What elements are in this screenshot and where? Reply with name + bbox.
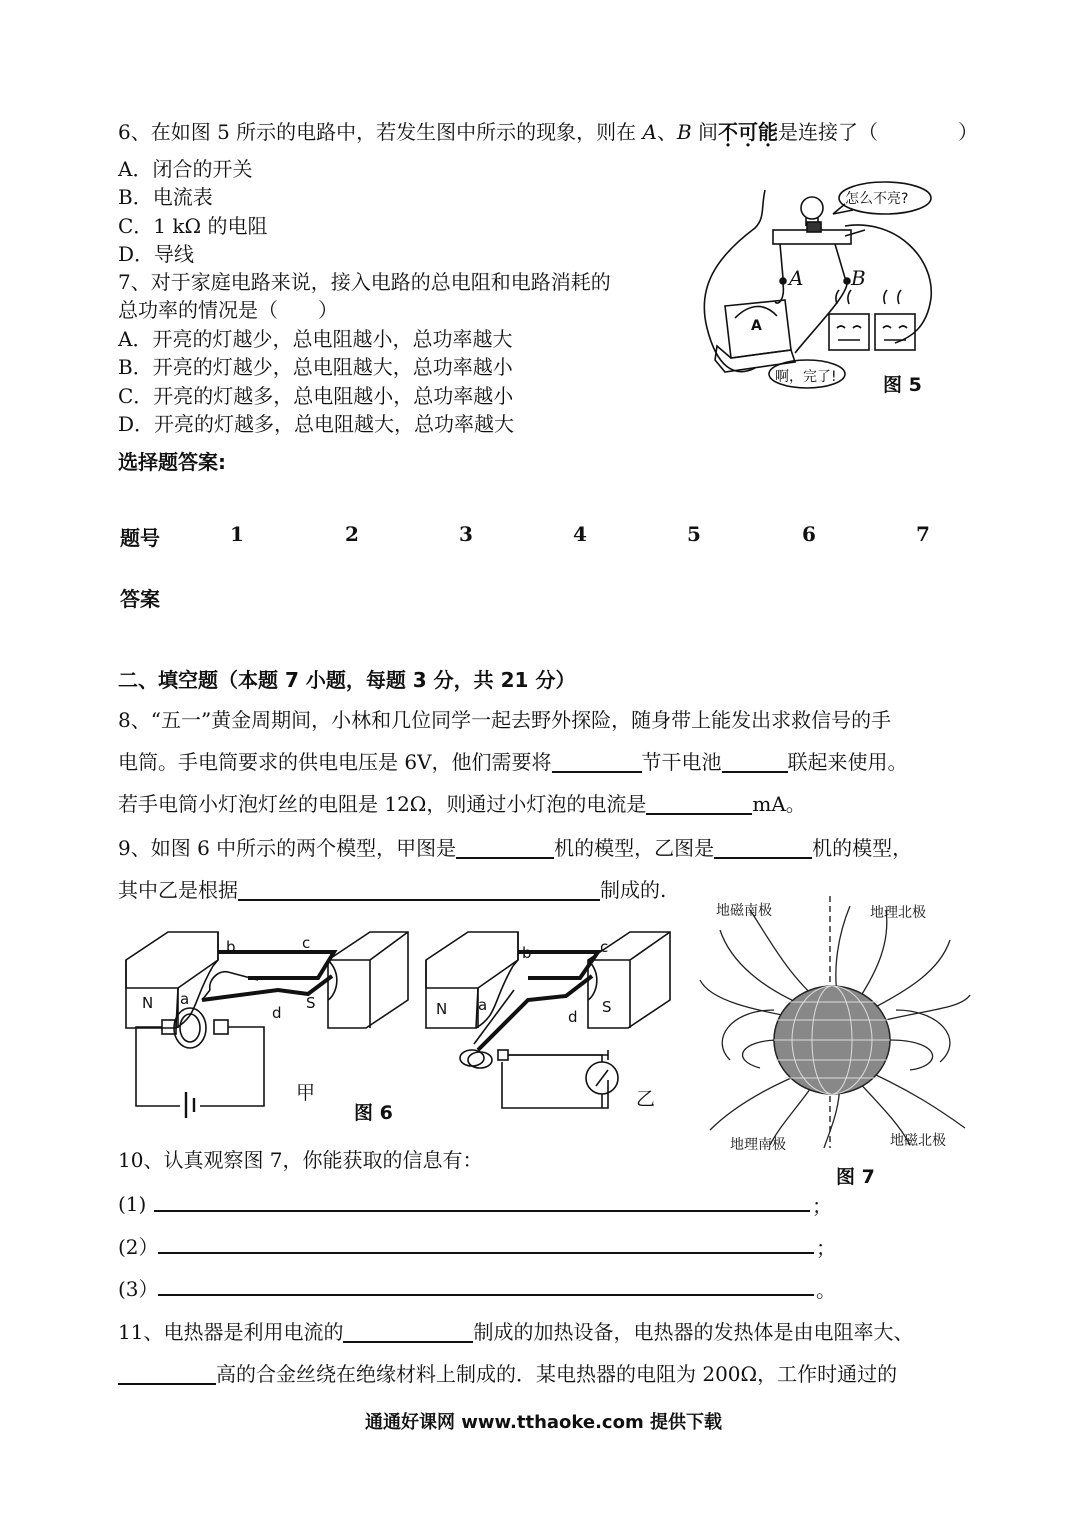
q11-line2: 高的合金丝绕在绝缘材料上制成的．某电热器的电阻为 200Ω，工作时通过的 bbox=[118, 1360, 897, 1388]
fig5-bubble-top: 怎么不亮? bbox=[845, 191, 909, 207]
q7-option-d: D．开亮的灯越多，总电阻越大，总功率越大 bbox=[118, 412, 515, 436]
fig6-jia-label: 甲 bbox=[296, 1082, 316, 1104]
q10-item-1-label: (1) bbox=[118, 1192, 147, 1216]
q10-item-3-end: 。 bbox=[816, 1278, 836, 1302]
answer-number: 7 bbox=[916, 522, 930, 546]
blank bbox=[714, 835, 812, 859]
q8-line2: 电筒。手电筒要求的供电电压是 6V，他们需要将 节干电池 联起来使用。 bbox=[118, 750, 908, 774]
section-2-title: 二、填空题（本题 7 小题，每题 3 分，共 21 分） bbox=[118, 668, 576, 692]
fig6-yi-b: b bbox=[522, 944, 532, 962]
fig6-jia-s: S bbox=[306, 994, 316, 1012]
answer-number: 1 bbox=[230, 522, 244, 546]
fig5-bubble-bottom: 啊，完了! bbox=[775, 369, 837, 385]
fig7-geo-magnetic-north: 地磁北极 bbox=[890, 1133, 946, 1149]
q10-item-2-blank bbox=[158, 1252, 814, 1254]
answer-number: 2 bbox=[345, 522, 359, 546]
q6-close-paren: ） bbox=[958, 120, 978, 144]
fig7-caption: 图 7 bbox=[836, 1166, 875, 1188]
fig6-jia-n: N bbox=[142, 994, 154, 1012]
fig6-jia-b: b bbox=[226, 938, 236, 956]
q10-item-3-blank bbox=[158, 1294, 814, 1296]
q10-item-3-label: (3） bbox=[118, 1277, 159, 1301]
answer-number: 5 bbox=[687, 522, 701, 546]
q11-line1: 11、电热器是利用电流的 制成的加热设备，电热器的发热体是由电阻率大、 bbox=[118, 1320, 914, 1344]
footer: 通通好课网 www.tthaoke.com 提供下载 bbox=[365, 1412, 722, 1433]
q7-stem-line2: 总功率的情况是（ ） bbox=[118, 298, 338, 322]
answer-row-header: 题号 bbox=[120, 526, 160, 550]
q6-option-c: C．1 kΩ 的电阻 bbox=[118, 214, 268, 238]
answer-number: 6 bbox=[802, 522, 816, 546]
fig6-yi-d: d bbox=[568, 1008, 578, 1026]
q10-item-2-label: (2） bbox=[118, 1235, 159, 1259]
blank bbox=[722, 749, 788, 773]
fig6-yi-a: a bbox=[478, 996, 488, 1014]
q6-option-b: B．电流表 bbox=[118, 185, 213, 209]
fig7-geo-magnetic-south: 地磁南极 bbox=[716, 903, 772, 919]
emph-char: 可 bbox=[738, 120, 759, 144]
q10-stem: 10、认真观察图 7，你能获取的信息有： bbox=[118, 1148, 483, 1172]
q10-item-2-end: ； bbox=[816, 1236, 836, 1260]
answer-label: 答案 bbox=[120, 587, 160, 611]
q6-option-a: A．闭合的开关 bbox=[118, 157, 253, 181]
q7-option-c: C．开亮的灯越多，总电阻越小，总功率越小 bbox=[118, 384, 514, 408]
fig5-label-b: B bbox=[851, 266, 866, 290]
q8-line3: 若手电筒小灯泡灯丝的电阻是 12Ω，则通过小灯泡的电流是 mA。 bbox=[118, 792, 806, 816]
fig5-caption: 图 5 bbox=[883, 374, 922, 396]
emph-char: 不 bbox=[718, 120, 739, 144]
answer-section-title: 选择题答案: bbox=[118, 450, 226, 474]
earth-magnetic-field-drawing bbox=[690, 890, 980, 1150]
figure-5 bbox=[695, 178, 945, 398]
blank bbox=[238, 877, 600, 901]
answer-number: 3 bbox=[459, 522, 473, 546]
figure-6 bbox=[118, 920, 688, 1130]
circuit-cartoon-drawing bbox=[695, 178, 945, 398]
fig7-geo-north: 地理北极 bbox=[870, 905, 926, 921]
fig5-label-a: A bbox=[789, 266, 804, 290]
fig6-yi-n: N bbox=[436, 1000, 448, 1018]
fig6-jia-d: d bbox=[272, 1004, 282, 1022]
answer-number: 4 bbox=[573, 522, 587, 546]
blank bbox=[118, 1361, 216, 1385]
fig7-geo-south: 地理南极 bbox=[730, 1137, 786, 1153]
fig6-jia-c: c bbox=[302, 934, 311, 952]
q10-item-1-end: ； bbox=[812, 1194, 832, 1218]
fig6-caption: 图 6 bbox=[354, 1102, 393, 1124]
fig6-jia-a: a bbox=[180, 990, 190, 1008]
blank bbox=[646, 791, 752, 815]
q9-line2: 其中乙是根据 制成的. bbox=[118, 878, 667, 902]
q6-option-d: D．导线 bbox=[118, 242, 195, 266]
q10-item-1-blank bbox=[154, 1210, 810, 1212]
fig5-meter-label: A bbox=[751, 318, 762, 334]
fig6-yi-label: 乙 bbox=[636, 1088, 656, 1110]
fig6-yi-s: S bbox=[602, 998, 612, 1016]
emph-char: 能 bbox=[758, 120, 779, 144]
figure-7 bbox=[690, 890, 980, 1190]
q7-option-a: A．开亮的灯越少，总电阻越小，总功率越大 bbox=[118, 327, 513, 351]
q7-stem-line1: 7、对于家庭电路来说，接入电路的总电阻和电路消耗的 bbox=[118, 270, 611, 294]
q8-line1: 8、“五一”黄金周期间，小林和几位同学一起去野外探险，随身带上能发出求救信号的手 bbox=[118, 708, 892, 732]
blank bbox=[456, 835, 554, 859]
q7-option-b: B．开亮的灯越少，总电阻越大，总功率越小 bbox=[118, 355, 513, 379]
blank bbox=[552, 749, 642, 773]
blank bbox=[343, 1319, 473, 1343]
q9-line1: 9、如图 6 中所示的两个模型，甲图是 机的模型，乙图是 机的模型， bbox=[118, 836, 913, 860]
fig6-yi-c: c bbox=[600, 938, 609, 956]
q6-stem: 6、在如图 5 所示的电路中，若发生图中所示的现象，则在 A、B 间不可能是连接了（ bbox=[118, 120, 879, 144]
